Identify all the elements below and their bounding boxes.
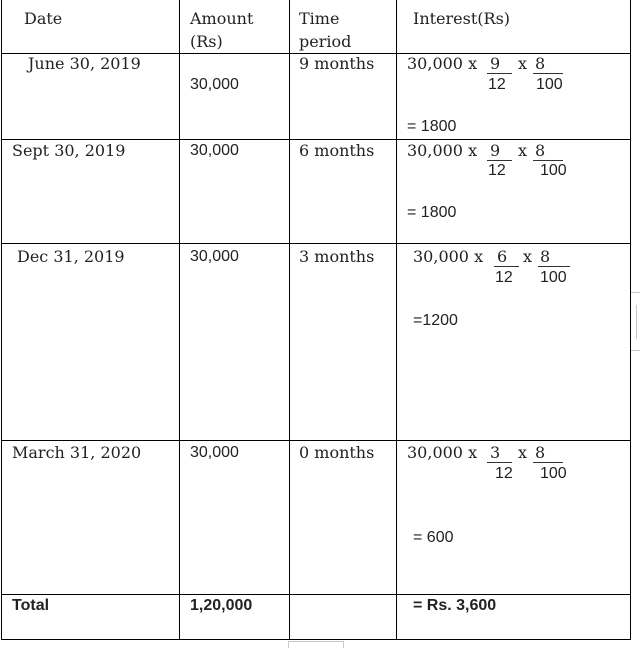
page-edge: [288, 641, 344, 642]
row-period: 0 months: [299, 443, 375, 462]
fraction-bar: [494, 266, 519, 267]
table-border-bottom: [1, 639, 631, 640]
page-edge: [631, 292, 640, 293]
total-interest: = Rs. 3,600: [413, 597, 497, 614]
fraction-denominator: 12: [495, 465, 513, 482]
fraction-bar: [533, 462, 563, 463]
header-interest: Interest(Rs): [413, 9, 511, 28]
fraction-denominator: 12: [488, 76, 506, 93]
column-divider: [289, 0, 290, 640]
header-time: Time: [299, 9, 340, 28]
fraction-numerator: 8: [540, 247, 551, 266]
fraction-multiply: x: [523, 247, 533, 266]
fraction-multiply: x: [518, 141, 528, 160]
row-date: March 31, 2020: [12, 443, 142, 462]
fraction-denominator: 12: [488, 162, 506, 179]
row-date: Sept 30, 2019: [12, 141, 126, 160]
row-period: 9 months: [299, 54, 375, 73]
row-period: 6 months: [299, 141, 375, 160]
fraction-denominator: 100: [540, 162, 567, 179]
row-result: =1200: [413, 312, 458, 329]
fraction-denominator: 12: [495, 269, 513, 286]
fraction-numerator: 9: [490, 54, 501, 73]
calc-prefix: 30,000 x: [413, 247, 484, 266]
row-amount: 30,000: [190, 444, 239, 461]
fraction-numerator: 8: [535, 54, 546, 73]
row-divider: [1, 139, 631, 140]
calc-prefix: 30,000 x: [407, 54, 478, 73]
fraction-denominator: 100: [540, 269, 567, 286]
header-amount: Amount: [190, 9, 254, 28]
header-amount-unit: (Rs): [190, 32, 223, 51]
fraction-denominator: 100: [536, 76, 563, 93]
fraction-bar: [538, 266, 570, 267]
calc-prefix: 30,000 x: [407, 443, 478, 462]
page-edge: [636, 305, 637, 339]
row-divider: [1, 440, 631, 441]
fraction-bar: [487, 160, 512, 161]
column-divider: [396, 0, 397, 640]
fraction-bar: [533, 73, 563, 74]
row-result: = 600: [413, 529, 454, 546]
row-result: = 1800: [407, 118, 457, 135]
total-amount: 1,20,000: [190, 597, 253, 614]
fraction-numerator: 9: [490, 141, 501, 160]
fraction-numerator: 6: [497, 247, 508, 266]
calc-prefix: 30,000 x: [407, 141, 478, 160]
column-divider: [179, 0, 180, 640]
row-date: Dec 31, 2019: [17, 247, 125, 266]
page-edge: [343, 641, 344, 648]
fraction-numerator: 8: [535, 141, 546, 160]
page-edge: [631, 350, 640, 351]
row-date: June 30, 2019: [28, 54, 141, 73]
row-amount: 30,000: [190, 142, 239, 159]
fraction-numerator: 3: [490, 443, 501, 462]
fraction-multiply: x: [518, 443, 528, 462]
fraction-bar: [533, 160, 563, 161]
table-border-left: [1, 0, 2, 640]
header-date: Date: [24, 9, 63, 28]
row-amount: 30,000: [190, 248, 239, 265]
row-divider: [1, 243, 631, 244]
fraction-bar: [487, 462, 512, 463]
table-border-right: [630, 0, 631, 640]
row-result: = 1800: [407, 204, 457, 221]
fraction-multiply: x: [518, 54, 528, 73]
row-divider: [1, 594, 631, 595]
fraction-bar: [487, 73, 512, 74]
total-label: Total: [12, 597, 50, 614]
fraction-denominator: 100: [540, 465, 567, 482]
fraction-numerator: 8: [535, 443, 546, 462]
row-amount: 30,000: [190, 76, 239, 93]
header-period: period: [299, 32, 352, 51]
row-period: 3 months: [299, 247, 375, 266]
page-edge: [288, 641, 289, 648]
